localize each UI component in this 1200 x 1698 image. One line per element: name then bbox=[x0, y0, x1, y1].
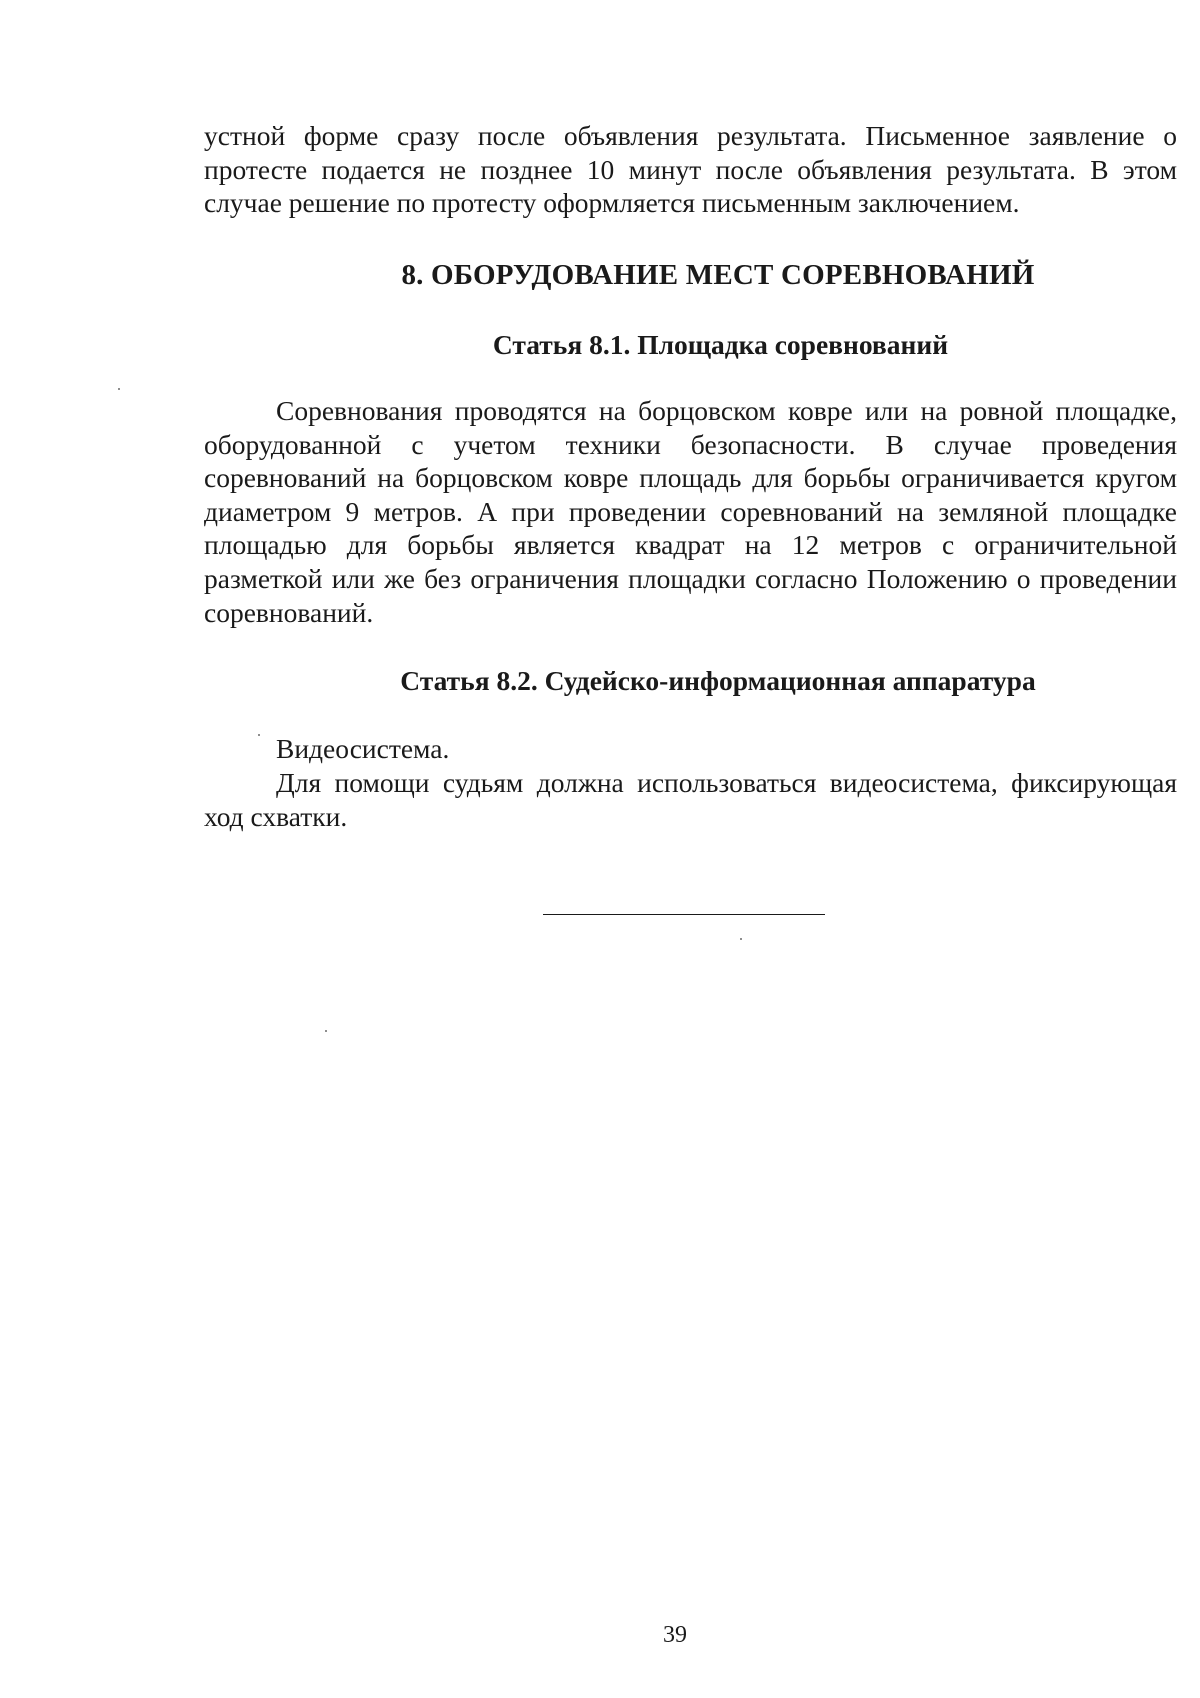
video-system-title: Видеосистема. bbox=[276, 733, 450, 764]
scan-speck bbox=[740, 938, 742, 940]
article-8-2-heading: Статья 8.2. Судейско-информационная аппаратура bbox=[400, 665, 1036, 696]
scan-speck bbox=[325, 1030, 327, 1032]
page-number: 39 bbox=[663, 1622, 687, 1648]
protest-paragraph: устной форме сразу после объявления результата. Письменное заявление о протесте подается не позднее 10 минут после объявления результата. В этом случае решение по протесту оформляется письменным заключением. bbox=[204, 120, 1177, 219]
section-heading: 8. ОБОРУДОВАНИЕ МЕСТ СОРЕВНОВАНИЙ bbox=[401, 259, 1035, 291]
article-8-1-heading: Статья 8.1. Площадка соревнований bbox=[492, 329, 949, 360]
closing-divider bbox=[543, 914, 825, 915]
article-8-1-paragraph: Соревнования проводятся на борцовском ковре или на ровной площадке, оборудованной с учетом техники безопасности. В случае проведения соревнований на борцовском ковре площадь для борьбы ограничивается кругом диаметром 9 метров. А при проведении соревнований на земляной площадке площадью для борьбы является квадрат на 12 метров с ограничительной разметкой или же без ограничения площадки согласно Положению о проведении соревнований. bbox=[204, 395, 1177, 628]
scan-speck bbox=[118, 388, 120, 390]
scan-speck bbox=[258, 734, 260, 736]
article-8-2-paragraph: Для помощи судьям должна использоваться видеосистема, фиксирующая ход схватки. bbox=[204, 767, 1177, 832]
